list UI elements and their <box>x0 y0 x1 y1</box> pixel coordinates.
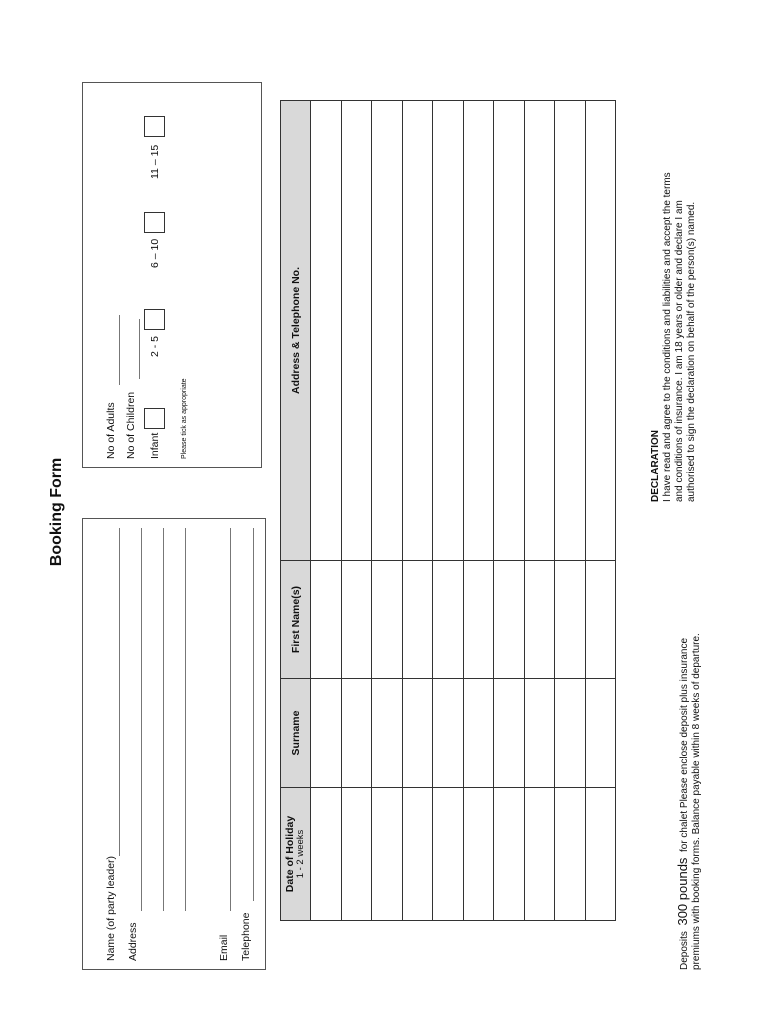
cell-date[interactable] <box>494 788 525 921</box>
age-11-15-checkbox[interactable] <box>144 116 165 137</box>
address-input-line-2[interactable] <box>163 528 164 911</box>
cell-surname[interactable] <box>555 679 586 788</box>
tick-note: Please tick as appropriate <box>181 378 188 459</box>
telephone-label: Telephone <box>240 912 252 961</box>
table-body <box>311 101 616 921</box>
cell-date[interactable] <box>463 788 494 921</box>
cell-surname[interactable] <box>585 679 616 788</box>
declaration-line-3: authorised to sign the declaration on behalf of the person(s) named. <box>686 201 697 502</box>
cell-first[interactable] <box>555 561 586 679</box>
deposit-text: for chalet Please enclose deposit plus insurance <box>679 637 690 853</box>
cell-surname[interactable] <box>372 679 403 788</box>
table-row <box>433 101 464 921</box>
deposit-note <box>677 550 703 970</box>
age-2-5-checkbox[interactable] <box>144 309 165 330</box>
deposit-amount: 300 pounds <box>675 857 690 926</box>
cell-date[interactable] <box>402 788 433 921</box>
cell-address[interactable] <box>585 101 616 561</box>
children-label: No of Children <box>125 391 137 459</box>
cell-surname[interactable] <box>463 679 494 788</box>
cell-address[interactable] <box>555 101 586 561</box>
cell-surname[interactable] <box>494 679 525 788</box>
col-surname-header: Surname <box>281 679 311 788</box>
cell-date[interactable] <box>524 788 555 921</box>
cell-address[interactable] <box>372 101 403 561</box>
cell-first[interactable] <box>494 561 525 679</box>
cell-address[interactable] <box>402 101 433 561</box>
cell-first[interactable] <box>433 561 464 679</box>
age-6-10-label: 6 – 10 <box>149 238 161 268</box>
cell-address[interactable] <box>341 101 372 561</box>
name-input-line[interactable] <box>119 528 120 856</box>
declaration-heading: DECLARATION <box>650 429 661 502</box>
declaration-line-2: and conditions of insurance. I am 18 years or older and declare I am <box>674 200 685 502</box>
table-row <box>524 101 555 921</box>
party-details-box <box>82 518 266 970</box>
cell-address[interactable] <box>433 101 464 561</box>
age-6-10-checkbox[interactable] <box>144 212 165 233</box>
table-row <box>463 101 494 921</box>
deposit-prefix: Deposits <box>679 931 690 970</box>
cell-address[interactable] <box>463 101 494 561</box>
deposit-line-1 <box>677 550 691 970</box>
cell-first[interactable] <box>524 561 555 679</box>
party-numbers-box <box>82 82 262 468</box>
cell-date[interactable] <box>341 788 372 921</box>
col-date-header <box>281 788 311 921</box>
cell-first[interactable] <box>341 561 372 679</box>
adults-label: No of Adults <box>105 402 117 459</box>
cell-surname[interactable] <box>433 679 464 788</box>
telephone-input-line[interactable] <box>253 528 254 901</box>
infant-checkbox[interactable] <box>144 408 165 429</box>
cell-date[interactable] <box>311 788 342 921</box>
cell-date[interactable] <box>433 788 464 921</box>
address-label: Address <box>127 922 139 961</box>
cell-address[interactable] <box>494 101 525 561</box>
cell-first[interactable] <box>585 561 616 679</box>
age-2-5-label: 2 - 5 <box>149 335 161 357</box>
name-label: Name (of party leader) <box>105 855 117 961</box>
declaration-line-1: I have read and agree to the conditions and liabilities and accept the terms <box>662 172 673 502</box>
cell-surname[interactable] <box>311 679 342 788</box>
children-input-line[interactable] <box>139 319 140 379</box>
cell-date[interactable] <box>372 788 403 921</box>
cell-date[interactable] <box>555 788 586 921</box>
col-date-sublabel: 1 - 2 weeks <box>295 829 306 879</box>
cell-address[interactable] <box>311 101 342 561</box>
col-address-header: Address & Telephone No. <box>281 101 311 561</box>
table-row <box>494 101 525 921</box>
table-row <box>402 101 433 921</box>
infant-label: Infant <box>149 432 161 459</box>
address-input-line-3[interactable] <box>185 528 186 911</box>
declaration <box>650 62 698 502</box>
cell-surname[interactable] <box>341 679 372 788</box>
email-input-line[interactable] <box>230 528 231 911</box>
col-first-header: First Name(s) <box>281 561 311 679</box>
cell-date[interactable] <box>585 788 616 921</box>
address-input-line-1[interactable] <box>141 528 142 911</box>
col-date-label: Date of Holiday <box>284 815 296 893</box>
cell-first[interactable] <box>463 561 494 679</box>
guest-table <box>280 100 616 921</box>
table-row <box>372 101 403 921</box>
cell-surname[interactable] <box>524 679 555 788</box>
age-11-15-label: 11 – 15 <box>149 144 161 179</box>
adults-input-line[interactable] <box>119 315 120 385</box>
table-header-row <box>281 101 311 921</box>
cell-surname[interactable] <box>402 679 433 788</box>
table-row <box>585 101 616 921</box>
deposit-line-2: premiums with booking forms. Balance payable within 8 weeks of departure. <box>691 633 702 970</box>
table-row <box>555 101 586 921</box>
cell-first[interactable] <box>311 561 342 679</box>
table-row <box>341 101 372 921</box>
cell-address[interactable] <box>524 101 555 561</box>
table-row <box>311 101 342 921</box>
cell-first[interactable] <box>372 561 403 679</box>
page-title: Booking Form <box>48 457 65 567</box>
cell-first[interactable] <box>402 561 433 679</box>
email-label: Email <box>218 934 230 961</box>
